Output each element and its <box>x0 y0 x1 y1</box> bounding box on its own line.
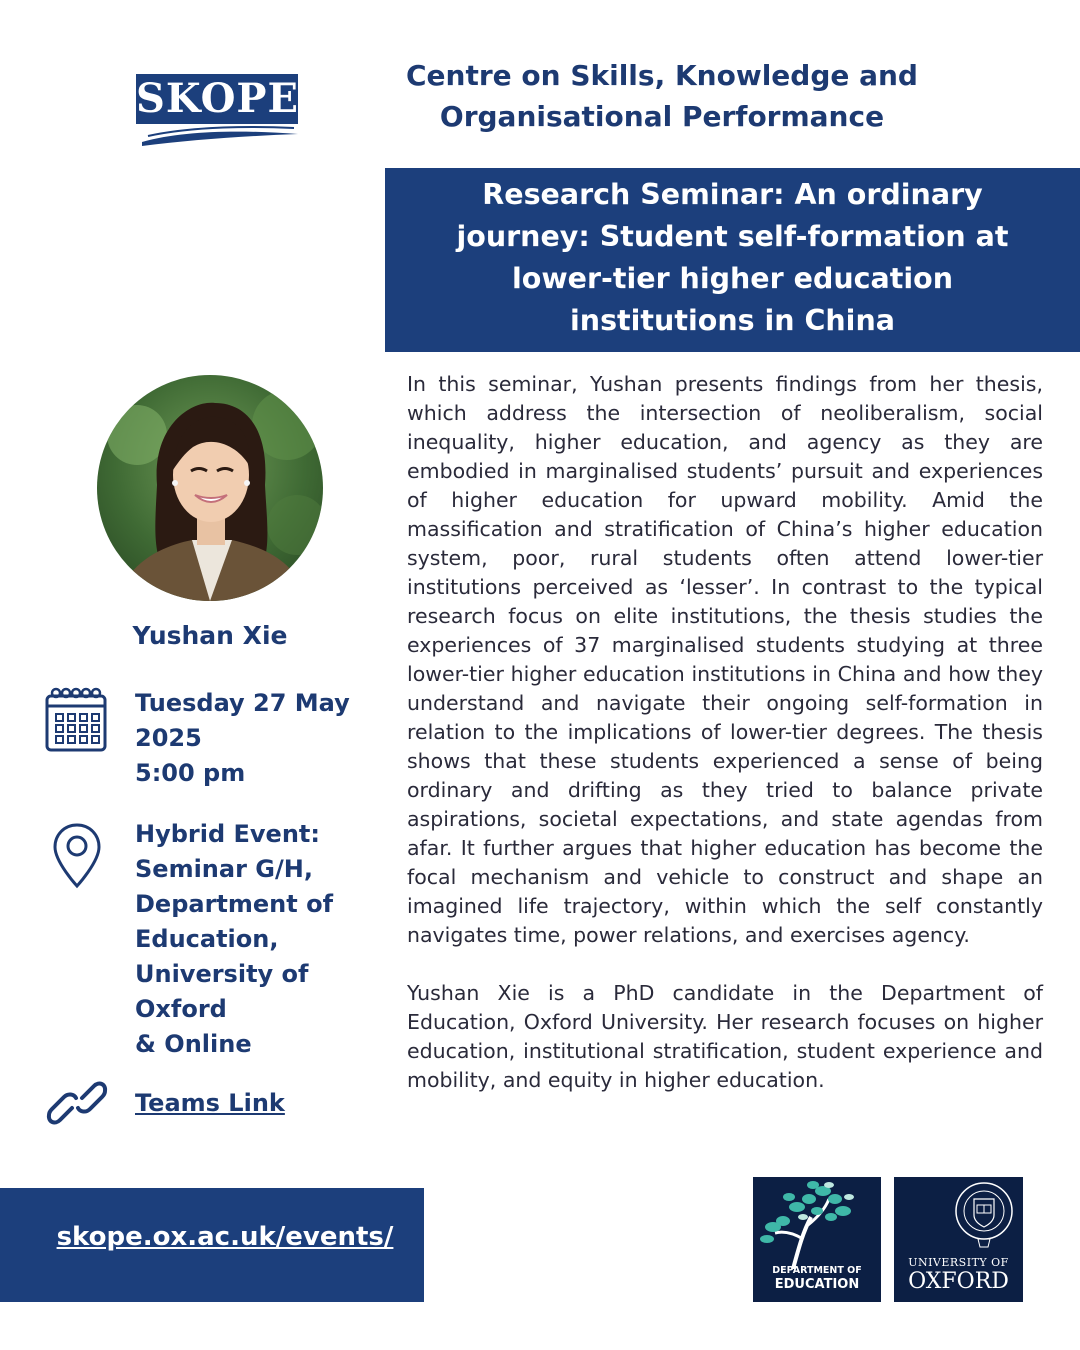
location-line: & Online <box>135 1030 252 1058</box>
event-date: Tuesday 27 May <box>135 689 350 717</box>
seminar-abstract <box>407 370 1043 1124</box>
seminar-title-line: institutions in China <box>570 304 895 337</box>
teams-link[interactable]: Teams Link <box>135 1089 285 1117</box>
skope-logo <box>134 70 302 150</box>
edu-logo-line1: DEPARTMENT OF <box>772 1265 862 1276</box>
event-time: 5:00 pm <box>135 759 246 787</box>
seminar-title-line: lower-tier higher education <box>511 262 954 295</box>
link-icon <box>46 1078 108 1132</box>
speaker-name: Yushan Xie <box>132 621 288 650</box>
footer-bar <box>0 1188 424 1302</box>
abstract-paragraph: In this seminar, Yushan presents findings from her thesis, which address the intersection of neoliberalism, social inequality, higher education, and agency as they are embodied in marginalised students’ pursuit and experiences of higher education for upward mobility. Amid the massification and stratification of China’s higher education system, poor, rural students often attend lower-tier institutions perceived as ‘lesser’. In contrast to the typical research focus on elite institutions, the thesis studies the experiences of 37 marginalised students studying at three lower-tier higher education institutions in China and how they understand and navigate their ongoing self-formation in relation to the implications of lower-tier degrees. The thesis shows that these students experienced a sense of being ordinary and drifting as they tried to balance private aspirations, societal expectations, and state agendas from afar. It further argues that higher education has become the focal mechanism and vehicle to construct and shape an imagined life trajectory, within which the self constantly navigates time, power relations, and exercises agency. <box>407 372 1043 947</box>
speaker-bio: Yushan Xie is a PhD candidate in the Department of Education, Oxford University. Her research focuses on higher education, institutional stratification, student experience and mobility, and equity in higher education. <box>407 981 1043 1092</box>
location-line: Education, <box>135 925 279 953</box>
location-line: Oxford <box>135 995 227 1023</box>
location-line: Seminar G/H, <box>135 855 313 883</box>
centre-title-line: Organisational Performance <box>439 100 885 133</box>
skope-wave-icon <box>134 122 302 150</box>
location-line: University of <box>135 960 309 988</box>
event-date-time <box>135 686 350 791</box>
seminar-banner <box>385 168 1080 352</box>
calendar-icon <box>44 686 108 758</box>
events-url-link[interactable]: skope.ox.ac.uk/events/ <box>56 1222 394 1252</box>
location-pin-icon <box>52 822 102 894</box>
centre-title <box>392 55 932 137</box>
seminar-title <box>425 174 1040 342</box>
event-year: 2025 <box>135 724 202 752</box>
department-of-education-logo <box>753 1177 881 1302</box>
seminar-title-line: journey: Student self-formation at <box>456 220 1009 253</box>
location-line: Department of <box>135 890 334 918</box>
oxford-crest-icon <box>894 1177 1023 1253</box>
skope-logo-text: SKOPE <box>136 75 299 122</box>
centre-title-line: Centre on Skills, Knowledge and <box>406 59 918 92</box>
oxford-logo-line1: UNIVERSITY OF <box>908 1256 1009 1269</box>
tree-icon <box>753 1177 881 1269</box>
event-location <box>135 817 333 1062</box>
location-line: Hybrid Event: <box>135 820 320 848</box>
oxford-logo-line2: OXFORD <box>908 1269 1009 1294</box>
university-of-oxford-logo <box>894 1177 1023 1302</box>
seminar-title-line: Research Seminar: An ordinary <box>482 178 983 211</box>
speaker-photo <box>97 375 323 601</box>
edu-logo-line2: EDUCATION <box>774 1277 860 1292</box>
